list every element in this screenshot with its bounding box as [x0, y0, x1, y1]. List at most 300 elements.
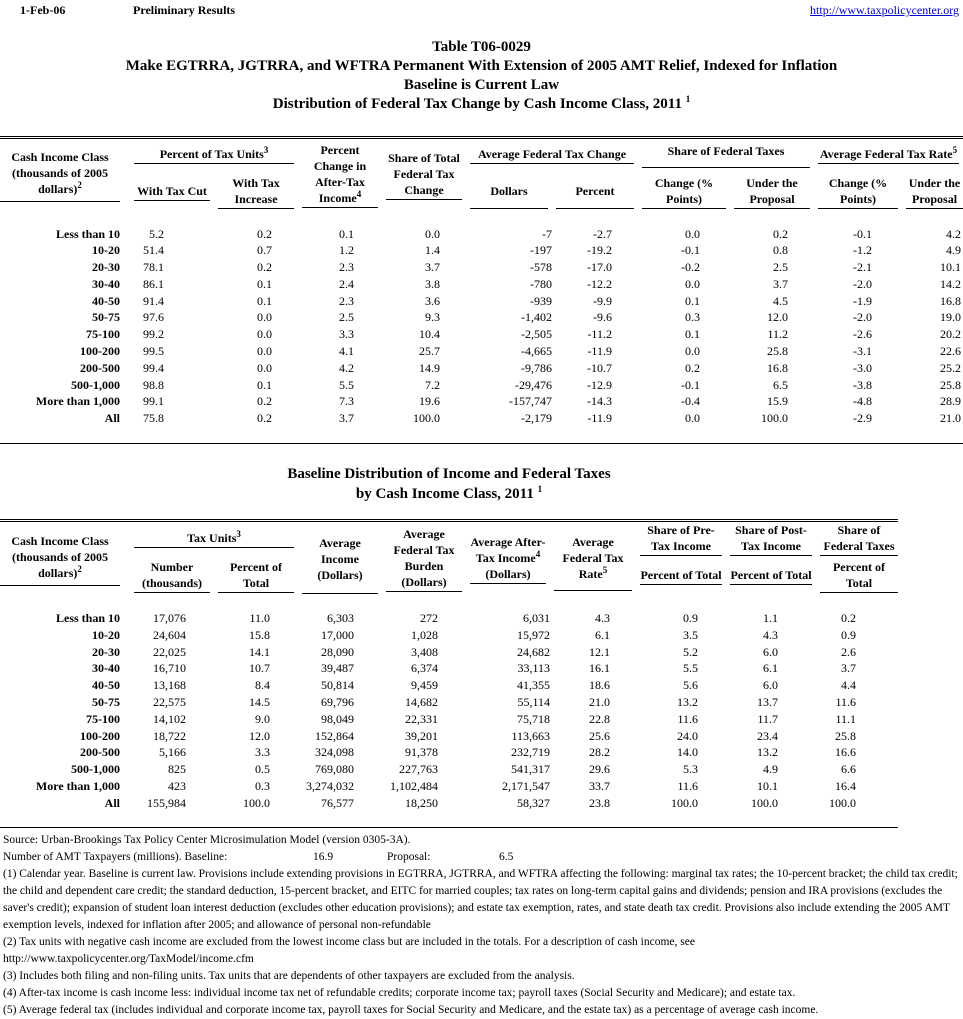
row-label: All [104, 795, 120, 810]
col-header-class: Cash Income Class (thousands of 2005 dollars)$^2$ [0, 138, 130, 212]
row-label: 500-1,000 [71, 762, 120, 777]
cell-sh_chg: 0.1 [685, 293, 700, 308]
cell-post: 6.1 [763, 661, 778, 676]
cell-pct: 0.3 [255, 778, 270, 793]
cell-pct: 2.5 [339, 310, 354, 325]
cell-rate: 23.8 [589, 795, 610, 810]
cell-income: 28,090 [321, 644, 354, 659]
cell-income: 17,000 [321, 627, 354, 642]
cell-post: 10.1 [757, 778, 778, 793]
cell-pct: 14.1 [249, 644, 270, 659]
cell-dollars: -7 [542, 226, 552, 241]
col-header-with-increase: With Tax Increase [214, 172, 298, 212]
cell-after: 15,972 [517, 627, 550, 642]
col-header-avg-rate: Average Federal Tax Rate$^5$ [814, 138, 963, 172]
col-header-post-pct-total: Percent of Total [726, 556, 816, 596]
cell-cut: 99.2 [143, 327, 164, 342]
table-row [0, 778, 898, 795]
footnote-5: (5) Average federal tax (includes individual and corporate income tax, payroll taxes for Social Security and Medicare, and the estate tax) as a percentage of average cash income. [3, 1004, 819, 1016]
cell-number: 13,168 [153, 678, 186, 693]
table-row [0, 728, 898, 745]
cell-sh_prop: 2.5 [773, 260, 788, 275]
cell-income: 769,080 [315, 762, 354, 777]
cell-pct: 12.0 [249, 728, 270, 743]
cell-sh_prop: 6.5 [773, 377, 788, 392]
notes-divider [0, 827, 898, 828]
cell-pct: 11.0 [249, 611, 270, 625]
cell-percent: -9.9 [593, 293, 612, 308]
col-header-tax-units: Tax Units$^3$ [130, 521, 298, 557]
cell-percent: -17.0 [587, 260, 612, 275]
cell-after: 41,355 [517, 678, 550, 693]
cell-dollars: -939 [530, 293, 552, 308]
cell-pre: 5.6 [683, 678, 698, 693]
cell-after: 6,031 [523, 611, 550, 625]
row-label: 500-1,000 [71, 377, 120, 392]
col-header-share-pre-tax: Share of Pre-Tax Income [636, 521, 726, 557]
col-header-share-under-proposal: Under the Proposal [730, 172, 814, 212]
cell-share: 25.7 [419, 344, 440, 359]
cell-rt_chg: -3.1 [853, 344, 872, 359]
table-row [0, 293, 963, 310]
cell-pct: 9.0 [255, 711, 270, 726]
col-header-avg-rate: Average Federal Tax Rate$^5$ [550, 521, 636, 597]
cell-inc: 0.1 [257, 377, 272, 392]
cell-number: 14,102 [153, 711, 186, 726]
cell-percent: -14.3 [587, 394, 612, 409]
cell-pre: 3.5 [683, 627, 698, 642]
cell-rt_prop: 25.8 [940, 377, 961, 392]
cell-fed: 0.2 [841, 611, 856, 625]
footnote-2-url: http://www.taxpolicycenter.org/TaxModel/income.cfm [3, 953, 254, 965]
cell-post: 1.1 [763, 611, 778, 625]
footnote-2: (2) Tax units with negative cash income are excluded from the lowest income class but are included in the totals. For a description of cash income, see [3, 936, 695, 948]
status-label: Preliminary Results [133, 3, 236, 17]
cell-pct: 0.1 [339, 226, 354, 241]
cell-percent: -19.2 [587, 243, 612, 258]
table-row [0, 326, 963, 343]
row-label: 40-50 [92, 293, 120, 308]
cell-share: 19.6 [419, 394, 440, 409]
table-row [0, 610, 898, 627]
cell-inc: 0.2 [257, 226, 272, 241]
cell-sh_prop: 3.7 [773, 276, 788, 291]
cell-dollars: -157,747 [509, 394, 552, 409]
table-row [0, 677, 898, 694]
cell-fed: 16.6 [835, 745, 856, 760]
cell-rate: 18.6 [589, 678, 610, 693]
cell-post: 11.7 [757, 711, 778, 726]
cell-pct: 100.0 [243, 795, 270, 810]
distribution-title: Distribution of Federal Tax Change by Cash Income Class, 2011 $^1$ [272, 94, 691, 112]
cell-pct: 3.7 [339, 411, 354, 426]
cell-after: 24,682 [517, 644, 550, 659]
cell-sh_chg: 0.0 [685, 411, 700, 426]
cell-fed: 3.7 [841, 661, 856, 676]
cell-sh_prop: 4.5 [773, 293, 788, 308]
cell-rt_prop: 20.2 [940, 327, 961, 342]
cell-sh_chg: 0.3 [685, 310, 700, 325]
cell-rt_chg: -1.9 [853, 293, 872, 308]
col-header-avg-after-tax: Average After-Tax Income$^4$ (Dollars) [466, 521, 550, 597]
cell-rate: 21.0 [589, 694, 610, 709]
cell-pct: 4.2 [339, 360, 354, 375]
table-row [0, 627, 898, 644]
source-note: Source: Urban-Brookings Tax Policy Center Microsimulation Model (version 0305-3A). [3, 834, 411, 846]
table-row [0, 242, 963, 259]
cell-sh_prop: 11.2 [767, 327, 788, 342]
cell-fed: 16.4 [835, 778, 856, 793]
cell-after: 541,317 [511, 762, 550, 777]
table-row [0, 343, 963, 360]
cell-rate: 4.3 [595, 611, 610, 625]
cell-fed: 2.6 [841, 644, 856, 659]
table-row [0, 711, 898, 728]
cell-sh_chg: -0.4 [681, 394, 700, 409]
page-title [0, 38, 963, 114]
cell-cut: 98.8 [143, 377, 164, 392]
row-label: 50-75 [92, 694, 120, 709]
cell-share: 3.6 [425, 293, 440, 308]
row-label: Less than 10 [55, 226, 120, 241]
cell-inc: 0.2 [257, 411, 272, 426]
cell-cut: 5.2 [149, 226, 164, 241]
cell-burden: 9,459 [411, 678, 438, 693]
website-link[interactable]: http://www.taxpolicycenter.org [810, 3, 959, 17]
cell-number: 155,984 [147, 795, 186, 810]
cell-share: 3.8 [425, 276, 440, 291]
cell-rate: 25.6 [589, 728, 610, 743]
tax-change-table [0, 136, 963, 427]
table-row [0, 761, 898, 778]
cell-share: 10.4 [419, 327, 440, 342]
cell-post: 100.0 [751, 795, 778, 810]
row-label: 30-40 [92, 661, 120, 676]
report-date: 1-Feb-06 [20, 3, 66, 17]
cell-number: 17,076 [153, 611, 186, 625]
cell-share: 9.3 [425, 310, 440, 325]
row-label: All [104, 411, 120, 426]
cell-cut: 97.6 [143, 310, 164, 325]
cell-cut: 86.1 [143, 276, 164, 291]
cell-dollars: -197 [530, 243, 552, 258]
col-header-pct-units: Percent of Tax Units$^3$ [130, 138, 298, 172]
col-header-rate-change-pts: Change (% Points) [814, 172, 902, 212]
row-label: 10-20 [92, 243, 120, 258]
cell-burden: 272 [420, 611, 438, 625]
table-row [0, 393, 963, 410]
table-number: Table T06-0029 [432, 39, 531, 55]
cell-post: 6.0 [763, 678, 778, 693]
cell-income: 76,577 [321, 795, 354, 810]
row-label: 75-100 [86, 327, 120, 342]
cell-number: 5,166 [159, 745, 186, 760]
table-row [0, 410, 963, 427]
cell-income: 39,487 [321, 661, 354, 676]
cell-after: 2,171,547 [502, 778, 550, 793]
cell-rate: 12.1 [589, 644, 610, 659]
cell-burden: 227,763 [399, 762, 438, 777]
cell-cut: 99.4 [143, 360, 164, 375]
cell-inc: 0.0 [257, 327, 272, 342]
cell-post: 23.4 [757, 728, 778, 743]
cell-after: 113,663 [511, 728, 550, 743]
footnote-4: (4) After-tax income is cash income less: individual income tax net of refundable credits; corporate income tax; payroll taxes (Social Security and Medicare); and estate tax. [3, 987, 796, 999]
col-header-class: Cash Income Class (thousands of 2005 dollars)$^2$ [0, 521, 130, 597]
footnotes [3, 832, 961, 1019]
cell-sh_prop: 16.8 [767, 360, 788, 375]
cell-rate: 33.7 [589, 778, 610, 793]
cell-number: 16,710 [153, 661, 186, 676]
cell-pct: 5.5 [339, 377, 354, 392]
cell-after: 33,113 [517, 661, 550, 676]
table-row [0, 744, 898, 761]
baseline-label: Baseline is Current Law [403, 77, 560, 93]
row-label: More than 1,000 [35, 778, 120, 793]
cell-sh_chg: 0.0 [685, 226, 700, 241]
cell-sh_prop: 12.0 [767, 310, 788, 325]
cell-inc: 0.7 [257, 243, 272, 258]
row-label: 50-75 [92, 310, 120, 325]
cell-income: 50,814 [321, 678, 354, 693]
footnote-1: (1) Calendar year. Baseline is current law. Provisions include extending provisions in EGTRRA, JGTRRA, and WFTRA affecting the following: marginal tax rates; the 10-percent bracket; the child tax credit; the child and dependent care credit; the standard deduction, 15-percent bracket, and EITC for married couples; tax rates on long-term capital gains and dividends; pension and IRA provisions (excludes the saver's credit); expansion of student loan interest deduction (excludes other education provisions); and estate tax exemption, rates, and state death tax credit. Provisions also include extending the 2005 AMT exemption levels, indexed for inflation after 2005; and allowance of personal non-refundable [3, 868, 958, 931]
table-row [0, 360, 963, 377]
cell-post: 4.9 [763, 762, 778, 777]
cell-income: 6,303 [327, 611, 354, 625]
cell-rt_prop: 22.6 [940, 344, 961, 359]
cell-rt_prop: 4.9 [946, 243, 961, 258]
cell-percent: -11.9 [587, 344, 612, 359]
col-header-share-post-tax: Share of Post-Tax Income [726, 521, 816, 557]
cell-pre: 13.2 [677, 694, 698, 709]
col-header-dollars: Dollars [466, 172, 552, 212]
cell-burden: 14,682 [405, 694, 438, 709]
cell-income: 69,796 [321, 694, 354, 709]
cell-rt_prop: 10.1 [940, 260, 961, 275]
cell-pct: 14.5 [249, 694, 270, 709]
row-label: 100-200 [80, 344, 120, 359]
cell-after: 232,719 [511, 745, 550, 760]
footnote-3: (3) Includes both filing and non-filing units. Tax units that are dependents of other taxpayers are excluded from the analysis. [3, 970, 575, 982]
cell-burden: 3,408 [411, 644, 438, 659]
col-header-share-taxes: Share of Federal Taxes [638, 138, 814, 172]
cell-dollars: -9,786 [521, 360, 552, 375]
cell-share: 100.0 [413, 411, 440, 426]
cell-sh_prop: 0.8 [773, 243, 788, 258]
cell-pct: 10.7 [249, 661, 270, 676]
cell-rt_chg: -3.0 [853, 360, 872, 375]
cell-sh_chg: 0.0 [685, 344, 700, 359]
cell-pre: 11.6 [677, 711, 698, 726]
cell-dollars: -780 [530, 276, 552, 291]
cell-fed: 11.6 [835, 694, 856, 709]
cell-rt_chg: -3.8 [853, 377, 872, 392]
cell-income: 324,098 [315, 745, 354, 760]
cell-percent: -10.7 [587, 360, 612, 375]
cell-number: 825 [168, 762, 186, 777]
cell-percent: -12.2 [587, 276, 612, 291]
cell-percent: -11.2 [587, 327, 612, 342]
cell-post: 6.0 [763, 644, 778, 659]
table-row [0, 309, 963, 326]
cell-rate: 6.1 [595, 627, 610, 642]
cell-dollars: -578 [530, 260, 552, 275]
col-header-with-cut: With Tax Cut [130, 172, 214, 212]
cell-share: 7.2 [425, 377, 440, 392]
table-row [0, 795, 898, 812]
cell-rt_chg: -0.1 [853, 226, 872, 241]
cell-rate: 16.1 [589, 661, 610, 676]
cell-burden: 39,201 [405, 728, 438, 743]
cell-cut: 78.1 [143, 260, 164, 275]
cell-pct: 7.3 [339, 394, 354, 409]
cell-post: 13.2 [757, 745, 778, 760]
cell-rt_chg: -1.2 [853, 243, 872, 258]
col-header-pre-pct-total: Percent of Total [636, 556, 726, 596]
col-header-avg-burden: Average Federal Tax Burden (Dollars) [382, 521, 466, 597]
cell-inc: 0.0 [257, 360, 272, 375]
cell-pct: 15.8 [249, 627, 270, 642]
cell-sh_prop: 25.8 [767, 344, 788, 359]
tax-change-table-body [0, 226, 963, 428]
cell-pct: 3.3 [339, 327, 354, 342]
row-label: 40-50 [92, 678, 120, 693]
table-row [0, 660, 898, 677]
cell-pct: 2.3 [339, 293, 354, 308]
col-header-pct-change: Percent Change in After-Tax Income$^4$ [298, 138, 382, 212]
cell-burden: 22,331 [405, 711, 438, 726]
table-row [0, 276, 963, 293]
cell-fed: 6.6 [841, 762, 856, 777]
cell-inc: 0.2 [257, 394, 272, 409]
cell-pct: 3.3 [255, 745, 270, 760]
row-label: 30-40 [92, 276, 120, 291]
cell-pre: 24.0 [677, 728, 698, 743]
cell-cut: 99.5 [143, 344, 164, 359]
col-header-fed-pct-total: Percent of Total [816, 556, 898, 596]
cell-number: 22,025 [153, 644, 186, 659]
cell-burden: 18,250 [405, 795, 438, 810]
baseline-distribution-table-body [0, 610, 898, 812]
table-row [0, 377, 963, 394]
cell-rt_chg: -2.1 [853, 260, 872, 275]
cell-pct: 1.2 [339, 243, 354, 258]
cell-fed: 11.1 [835, 711, 856, 726]
top-bar [0, 3, 963, 19]
row-label: 75-100 [86, 711, 120, 726]
cell-sh_chg: 0.0 [685, 276, 700, 291]
cell-rt_prop: 19.0 [940, 310, 961, 325]
cell-after: 55,114 [517, 694, 550, 709]
table-row [0, 694, 898, 711]
cell-cut: 99.1 [143, 394, 164, 409]
cell-rt_chg: -2.6 [853, 327, 872, 342]
cell-burden: 1,102,484 [390, 778, 438, 793]
cell-pct: 2.3 [339, 260, 354, 275]
row-label: 200-500 [80, 360, 120, 375]
cell-inc: 0.1 [257, 276, 272, 291]
cell-rate: 28.2 [589, 745, 610, 760]
cell-fed: 0.9 [841, 627, 856, 642]
cell-fed: 25.8 [835, 728, 856, 743]
cell-share: 0.0 [425, 226, 440, 241]
cell-burden: 1,028 [411, 627, 438, 642]
row-label: 200-500 [80, 745, 120, 760]
cell-income: 98,049 [321, 711, 354, 726]
cell-pre: 5.5 [683, 661, 698, 676]
cell-rt_chg: -2.0 [853, 310, 872, 325]
cell-pre: 14.0 [677, 745, 698, 760]
col-header-percent: Percent [552, 172, 638, 212]
row-label: 20-30 [92, 260, 120, 275]
cell-burden: 6,374 [411, 661, 438, 676]
table-row [0, 644, 898, 661]
cell-cut: 51.4 [143, 243, 164, 258]
cell-rt_prop: 21.0 [940, 411, 961, 426]
cell-dollars: -2,505 [521, 327, 552, 342]
cell-inc: 0.0 [257, 310, 272, 325]
cell-pct: 2.4 [339, 276, 354, 291]
cell-share: 14.9 [419, 360, 440, 375]
cell-sh_chg: -0.1 [681, 377, 700, 392]
cell-fed: 4.4 [841, 678, 856, 693]
col-header-number: Number (thousands) [130, 556, 214, 596]
cell-rt_prop: 25.2 [940, 360, 961, 375]
cell-cut: 75.8 [143, 411, 164, 426]
cell-inc: 0.2 [257, 260, 272, 275]
table-row [0, 226, 963, 243]
cell-number: 18,722 [153, 728, 186, 743]
cell-pct: 4.1 [339, 344, 354, 359]
cell-rt_chg: -2.9 [853, 411, 872, 426]
cell-rt_chg: -4.8 [853, 394, 872, 409]
cell-rt_prop: 28.9 [940, 394, 961, 409]
cell-percent: -11.9 [587, 411, 612, 426]
cell-rt_prop: 16.8 [940, 293, 961, 308]
table-row [0, 259, 963, 276]
cell-pct: 0.5 [255, 762, 270, 777]
col-header-share-change: Share of Total Federal Tax Change [382, 138, 466, 212]
baseline-distribution-title: Baseline Distribution of Income and Federal Taxes by Cash Income Class, 2011 $^1$ [287, 466, 611, 502]
cell-after: 58,327 [517, 795, 550, 810]
cell-cut: 91.4 [143, 293, 164, 308]
row-label: 20-30 [92, 644, 120, 659]
row-label: 10-20 [92, 627, 120, 642]
cell-share: 1.4 [425, 243, 440, 258]
cell-number: 24,604 [153, 627, 186, 642]
cell-fed: 100.0 [829, 795, 856, 810]
section-divider [0, 443, 963, 444]
row-label: 100-200 [80, 728, 120, 743]
cell-dollars: -1,402 [521, 310, 552, 325]
cell-dollars: -4,665 [521, 344, 552, 359]
row-label: Less than 10 [55, 611, 120, 625]
cell-post: 13.7 [757, 694, 778, 709]
cell-burden: 91,378 [405, 745, 438, 760]
cell-dollars: -29,476 [515, 377, 552, 392]
cell-post: 4.3 [763, 627, 778, 642]
cell-sh_chg: 0.2 [685, 360, 700, 375]
cell-share: 3.7 [425, 260, 440, 275]
cell-sh_prop: 100.0 [761, 411, 788, 426]
col-header-pct-total: Percent of Total [214, 556, 298, 596]
cell-pre: 0.9 [683, 611, 698, 625]
cell-sh_chg: -0.2 [681, 260, 700, 275]
cell-income: 152,864 [315, 728, 354, 743]
cell-percent: -2.7 [593, 226, 612, 241]
cell-percent: -12.9 [587, 377, 612, 392]
baseline-distribution-table [0, 519, 898, 812]
